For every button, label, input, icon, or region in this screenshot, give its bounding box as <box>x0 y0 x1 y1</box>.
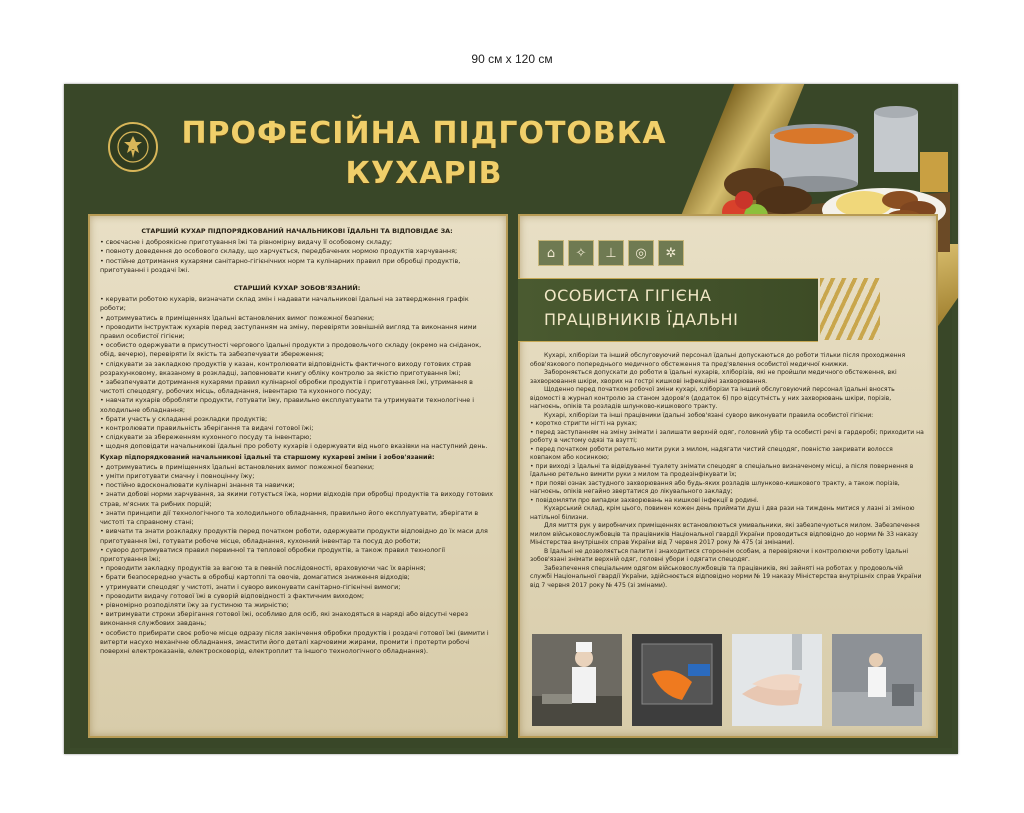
list-item: • особисто прибирати своє робоче місце одразу після закінчення обробки продуктів і роздачі готової їжі (вимити і витерти насухо механічне обладнання, змастити його деталі харчовими жирами, промити і протерти робочі поверхні електроказанів, електросковорід, електроплит та іншого технологічного обладнання). <box>100 628 489 655</box>
list-item: • керувати роботою кухарів, визначати склад змін і надавати начальникові їдальні на затвердження графік роботи; <box>100 295 469 313</box>
poster-board <box>64 84 958 754</box>
list-item: • слідкувати за збереженням кухонного посуду та інвентарю; <box>100 433 312 442</box>
hygiene-panel <box>518 214 938 738</box>
list-item: • при появі ознак застудного захворювання або будь-яких розладів шлунково-кишкового тракту, а також порізів, нагноєнь, опіків негайно звертатися до лікувального закладу; <box>530 479 900 495</box>
photo-cook-kitchen <box>530 634 624 726</box>
list-item: • вивчати та знати розкладку продуктів перед початком роботи, одержувати продукти відповідно до їх маси для приготування їжі, готувати робоче місце, обладнання, кухонний інвентар та посуд до роботи; <box>100 527 488 545</box>
paragraph: Кухарський склад, крім цього, повинен кожен день приймати душ і два рази на тиждень митися у лазні зі зміною натільної білизни. <box>530 505 915 521</box>
list-item: • витримувати строки зберігання готової їжі, особливо для осіб, які знаходяться в наряді або відсутні через виконання службових завдань; <box>100 610 468 628</box>
hygiene-title-line-2: ПРАЦІВНИКІВ ЇДАЛЬНІ <box>544 310 739 329</box>
list-item: • утримувати спецодяг у чистоті, знати і суворо виконувати санітарно-гігієнічні вимоги; <box>100 582 401 591</box>
national-guard-emblem-icon <box>108 122 158 172</box>
kitchen-icon: ⌂ <box>538 240 564 266</box>
title-line-1: ПРОФЕСІЙНА ПІДГОТОВКА <box>181 116 667 151</box>
title-line-2: КУХАРІВ <box>345 156 503 191</box>
paragraph: Кухарі, хліборізи та інші працівники їдальні зобов'язані суворо виконувати правила особистої гігієни: <box>544 411 874 419</box>
list-item: • щодня доповідати начальникові їдальні про роботу кухарів і одержувати від нього вказівки на наступний день. <box>100 442 488 451</box>
list-item: • уміти приготувати смачну і повноцінну їжу; <box>100 472 255 481</box>
poster-title <box>174 114 674 194</box>
list-item: • брати безпосередню участь в обробці картоплі та овочів, домагатися зниження відходів; <box>100 573 410 582</box>
paragraph: Кухарі, хліборізи та інший обслуговуючий персонал їдальні допускаються до роботи тільки після проходження обов'язкового попереднього медичного обстеження та пред'явлення особистої медичної книжки. <box>530 352 906 368</box>
list-item: • рівномірно розподіляти їжу за густиною та жирністю; <box>100 600 289 609</box>
sink-icon: ⊥ <box>598 240 624 266</box>
hygiene-stripes-decor <box>820 278 880 340</box>
list-item: • повідомляти про випадки захворювань на кишкові інфекції в родині. <box>530 496 759 504</box>
list-item: • постійно вдосконалювати кулінарні знання та навички; <box>100 481 295 490</box>
list-item: • перед початком роботи ретельно мити руки з милом, надягати чистий спецодяг, повністю закривати волосся ковпаком або косинкою; <box>530 445 893 461</box>
paragraph: В їдальні не дозволяється палити і знаходитися стороннім особам, а перевіряючи і контролюючи роботу їдальні зобов'язані знімати верхній одяг, головні убори і одягати спецодяг. <box>530 547 909 563</box>
list-item: • дотримуватись в приміщеннях їдальні встановлених вимог пожежної безпеки; <box>100 313 375 322</box>
duties-heading-cook: Кухар підпорядкований начальникові їдальні та старшому кухареві зміни і зобов'язаний: <box>100 452 435 461</box>
duties-heading-senior-obliged: СТАРШИЙ КУХАР ЗОБОВ'ЯЗАНИЙ: <box>233 284 361 293</box>
list-item: • проводити закладку продуктів за вагою та в певній послідовності, враховуючи час їх варіння; <box>100 564 426 573</box>
clean-icon: ✲ <box>658 240 684 266</box>
list-item: • своєчасне і доброякісне приготування їжі та рівномірну видачу її особовому складу; <box>100 238 393 247</box>
sparkle-icon: ✧ <box>568 240 594 266</box>
duties-text <box>100 226 494 656</box>
list-item: • коротко стригти нігті на руках; <box>530 420 638 427</box>
photo-hand-washing <box>730 634 824 726</box>
list-item: • контролювати правильність зберігання та видачі готової їжі; <box>100 424 314 433</box>
hygiene-title <box>544 284 824 332</box>
paragraph: Щоденно перед початком робочої зміни кухарі, хліборізи та інший обслуговуючий персонал їдальні вносять відомості в журнал контролю за станом здоров'я (додаток 6) про відсутність у них захворювань шкіри, порізів, нагноєнь, опіків та розладів шлунково-кишкового тракту. <box>530 386 895 410</box>
list-item: • брати участь у складанні розкладки продуктів; <box>100 414 268 423</box>
hygiene-title-line-1: ОСОБИСТА ГІГІЄНА <box>544 286 712 305</box>
list-item: • повноту доведення до особового складу, що харчується, передбачених нормою продуктів харчування; <box>100 247 458 256</box>
photo-glove-cleaning <box>630 634 724 726</box>
list-item: • проводити видачу готової їжі в суворій відповідності з фактичним виходом; <box>100 591 365 600</box>
list-item: • знати добові норми харчування, за якими готується їжа, норми відходів при обробці продуктів та виходу готових страв, м'ясних та рибних порцій; <box>100 490 493 508</box>
list-item: • слідкувати за закладкою продуктів у казан, контролювати відповідність фактичного виходу готових страв розрахунковому, вказаному в розкладці, заповнювати книгу обліку контролю за якістю приготування їжі; <box>100 359 472 377</box>
list-item: • навчати кухарів обробляти продукти, готувати їжу, правильно експлуатувати та утримувати технологічне і холодильне обладнання; <box>100 396 475 414</box>
paragraph: Забезпечення спеціальним одягом військовослужбовців та працівників, які зайняті на роботах у продовольчій службі Національної гвардії України, здійснюється відповідно норми № 19 наказу Міністерства внутрішніх справ України від 7 червня 2017 року № 475 (зі змінами). <box>530 564 922 589</box>
list-item: • дотримуватись в приміщеннях їдальні встановлених вимог пожежної безпеки; <box>100 462 375 471</box>
list-item: • перед заступанням на зміну знімати і залишати верхній одяг, головний убір та особисті речі в гардеробі; приходити на роботу в чистому одязі та взутті; <box>530 428 924 444</box>
washer-icon: ◎ <box>628 240 654 266</box>
list-item: • знати принципи дії технологічного та холодильного обладнання, правильно його експлуатувати, зберігати в чистоті та справному стані; <box>100 508 479 527</box>
list-item: • суворо дотримуватися правил первинної та теплової обробки продуктів, а також правил технології приготування їжі; <box>100 545 446 563</box>
duties-panel <box>88 214 508 738</box>
paragraph: Забороняється допускати до роботи в їдальні кухарів, хліборізів, які не пройшли медичного обстеження, вкі захворювання шкіри, хворих на гострі кишкові інфекційні захворювання. <box>530 369 897 385</box>
list-item: • особисто одержувати в присутності чергового їдальні продукти з продовольчого складу (окремо на сніданок, обід, вечерю), перевіряти їх якість та забезпечувати збереження; <box>100 341 482 359</box>
photo-kitchen-staff <box>830 634 924 726</box>
list-item: • проводити інструктаж кухарів перед заступанням на зміну, перевіряти зовнішній вигляд та виконання ними правил особистої гігієни; <box>100 322 477 341</box>
photo-strip <box>530 634 924 726</box>
paragraph: Для миття рук у виробничих приміщеннях встановлюються умивальники, які забезпечуються милом. Забезпечення милом військовослужбовців та працівників Національної гвардії України проводиться відповідно до норми № 33 наказу Міністерства внутрішніх справ України від 7 червня 2017 року № 475 (зі змінами). <box>530 522 920 546</box>
size-label: 90 см х 120 см <box>471 52 553 66</box>
hygiene-text <box>530 352 924 590</box>
hygiene-icons <box>538 240 684 266</box>
duties-heading-senior-responsible: СТАРШИЙ КУХАР ПІДПОРЯДКОВАНИЙ НАЧАЛЬНИКОВІ ЇДАЛЬНІ ТА ВІДПОВІДАЄ ЗА: <box>141 227 453 235</box>
list-item: • забезпечувати дотримання кухарями правил кулінарної обробки продуктів і приготування їжі, утримання в чистоті спецодягу, робочих місць, обладнання, інвентарю та кухонного посуду; <box>100 378 473 396</box>
list-item: • при виході з їдальні та відвідуванні туалету знімати спецодяг в спеціально визначеному місці, а після повернення в їдальню ретельно вимити руки з милом та продезінфікувати їх; <box>530 462 914 478</box>
list-item: • постійне дотримання кухарями санітарно-гігієнічних норм та кулінарних правил при обробці продуктів, приготуванні і роздачі їжі. <box>100 256 461 274</box>
